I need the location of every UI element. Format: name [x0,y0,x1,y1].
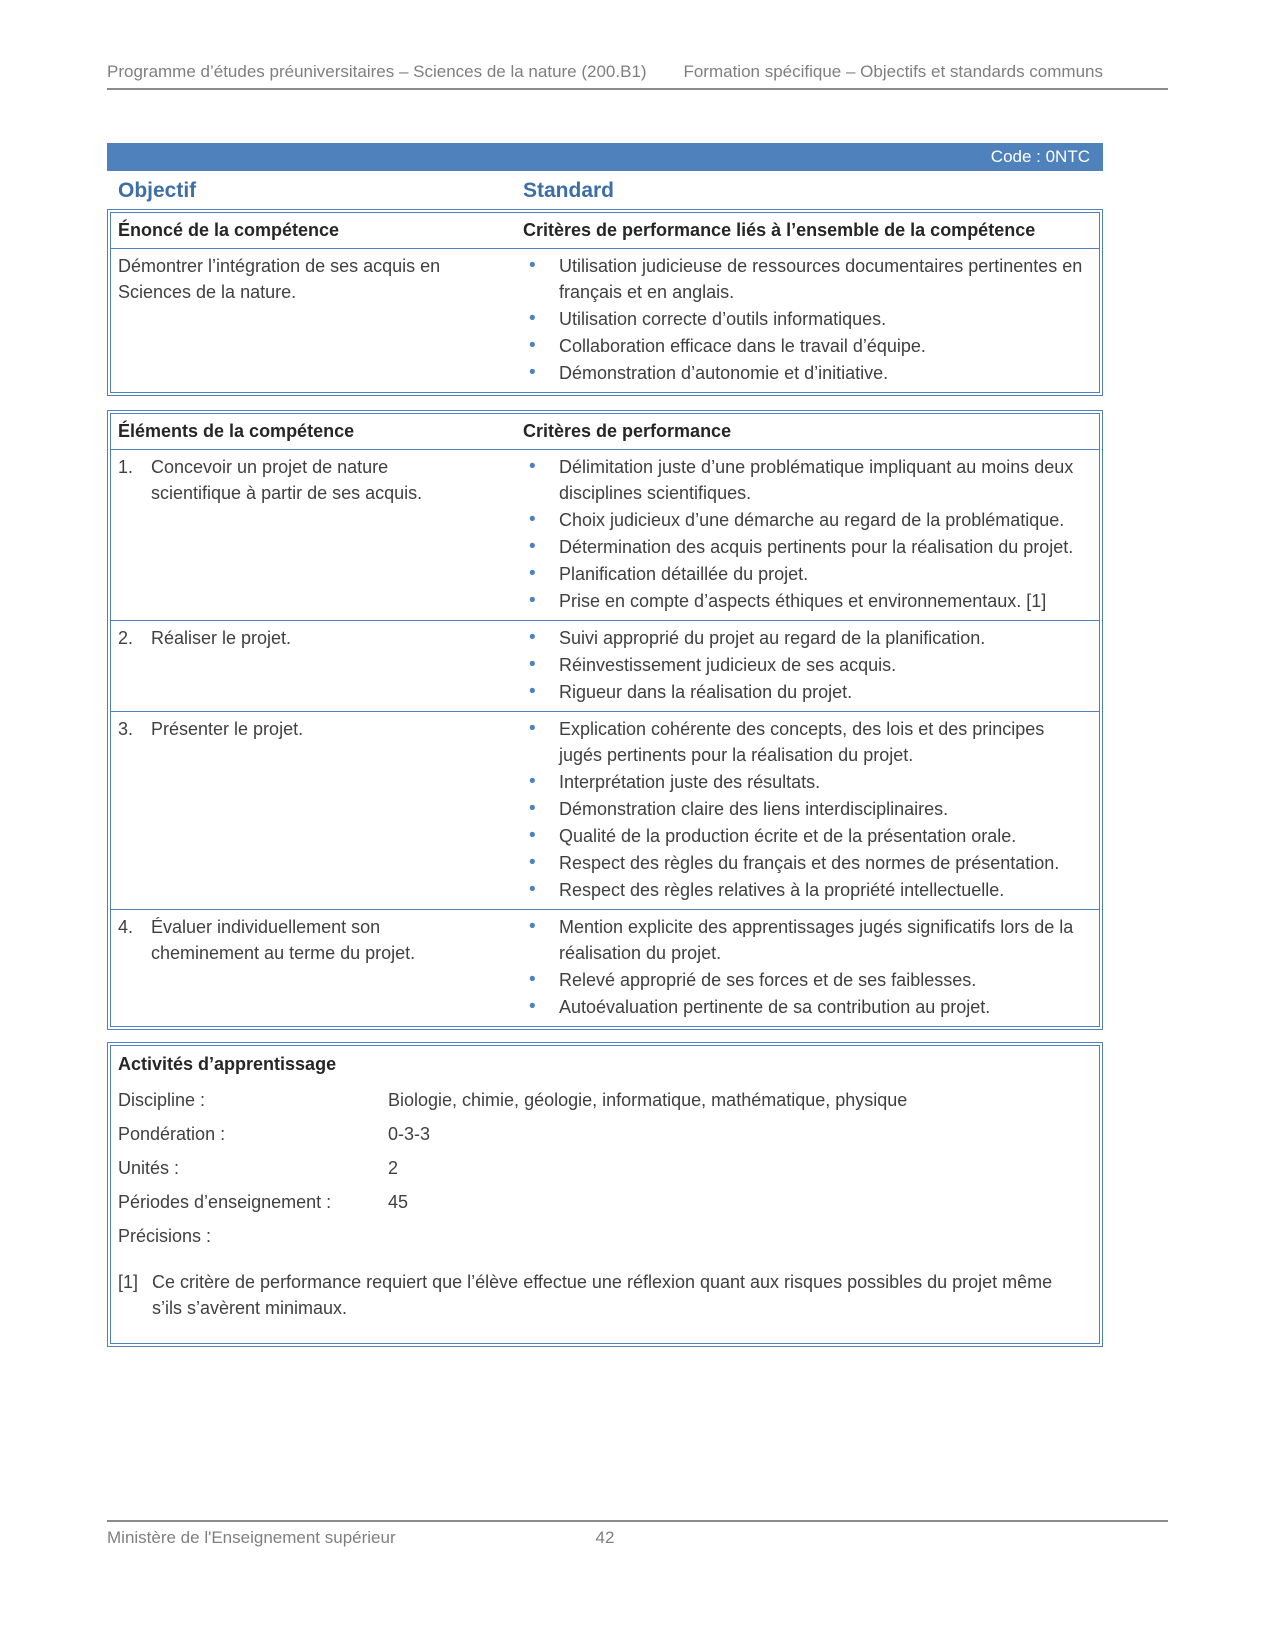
activities-field-discipline [111,1083,1099,1117]
criterion: • Mention explicite des apprentissages jugés significatifs lors de la réalisation du projet. [523,914,1083,966]
column-headings [107,176,1103,205]
objectif-heading: Objectif [118,179,197,202]
competence-row [111,249,1099,392]
competence-criteria-list [523,253,1083,386]
criterion: • Utilisation judicieuse de ressources documentaires pertinentes en français et en anglais. [523,253,1083,305]
element-number: 3. [118,719,134,739]
criterion: • Respect des règles du français et des normes de présentation. [523,850,1083,876]
element-criteria-list [523,625,1083,705]
element-row-4 [111,909,1099,1026]
element-row-2 [111,620,1099,711]
field-value: 45 [388,1192,409,1212]
criterion: • Rigueur dans la réalisation du projet. [523,679,1083,705]
field-value [388,1223,1089,1249]
elements-table [107,410,1103,1030]
footer-left-text: Ministère de l'Enseignement supérieur [107,1528,396,1547]
criterion: • Respect des règles relatives à la propriété intellectuelle. [523,877,1083,903]
code-label: Code : 0NTC [990,147,1090,166]
criterion: • Planification détaillée du projet. [523,561,1083,587]
activities-field-periodes [111,1185,1099,1219]
activities-box [107,1042,1103,1347]
field-label: Périodes d’enseignement : [118,1192,332,1212]
elements-left-header: Éléments de la compétence [118,421,355,441]
element-label: Réaliser le projet. [151,628,292,648]
element-label: Présenter le projet. [151,719,304,739]
criterion: • Relevé approprié de ses forces et de ses faiblesses. [523,967,1083,993]
element-label: Concevoir un projet de nature scientifique à partir de ses acquis. [151,457,423,503]
element-number: 1. [118,457,134,477]
criterion: • Autoévaluation pertinente de sa contribution au projet. [523,994,1083,1020]
criterion: • Délimitation juste d’une problématique impliquant au moins deux disciplines scientifiques. [523,454,1083,506]
header-right-text: Formation spécifique – Objectifs et standards communs [683,62,1103,81]
standard-heading: Standard [523,179,615,202]
element-criteria-list [523,454,1083,614]
footnote-ref: [1] [118,1272,139,1292]
page-content [107,143,1103,1347]
footnote [111,1253,1099,1343]
footnote-text: Ce critère de performance requiert que l’élève effectue une réflexion quant aux risques possibles du projet même s’ils s’avèrent minimaux. [152,1272,1053,1318]
field-label: Unités : [118,1158,180,1178]
competence-table [107,209,1103,396]
element-row-1 [111,450,1099,620]
element-number: 4. [118,917,134,937]
criterion: • Prise en compte d’aspects éthiques et environnementaux. [1] [523,588,1083,614]
activities-field-ponderation [111,1117,1099,1151]
criterion: • Suivi approprié du projet au regard de la planification. [523,625,1083,651]
field-value: 2 [388,1158,399,1178]
field-label: Discipline : [118,1090,206,1110]
field-label: Précisions : [118,1226,212,1246]
criterion: • Interprétation juste des résultats. [523,769,1083,795]
page-number: 42 [595,1528,615,1547]
elements-right-header: Critères de performance [523,421,732,441]
criterion: • Démonstration claire des liens interdisciplinaires. [523,796,1083,822]
criterion: • Explication cohérente des concepts, des lois et des principes jugés pertinents pour la réalisation du projet. [523,716,1083,768]
code-bar [107,143,1103,171]
page-footer [107,1520,1168,1548]
field-label: Pondération : [118,1124,226,1144]
element-criteria-list [523,914,1083,1020]
criterion: • Utilisation correcte d’outils informatiques. [523,306,1083,332]
element-label: Évaluer individuellement son cheminement au terme du projet. [151,917,416,963]
element-criteria-list [523,716,1083,903]
competence-statement: Démontrer l’intégration de ses acquis en Sciences de la nature. [118,256,441,302]
activities-title: Activités d’apprentissage [118,1054,337,1074]
criterion: • Réinvestissement judicieux de ses acquis. [523,652,1083,678]
activities-field-unites [111,1151,1099,1185]
element-row-3 [111,711,1099,909]
page-header [107,62,1168,90]
criterion: • Choix judicieux d’une démarche au regard de la problématique. [523,507,1083,533]
competence-left-header: Énoncé de la compétence [118,220,340,240]
criterion: • Détermination des acquis pertinents pour la réalisation du projet. [523,534,1083,560]
criterion: • Collaboration efficace dans le travail d’équipe. [523,333,1083,359]
header-left-text: Programme d’études préuniversitaires – Sciences de la nature (200.B1) [107,62,647,81]
elements-table-header [111,414,1099,450]
criterion: • Démonstration d’autonomie et d’initiative. [523,360,1083,386]
field-value: 0-3-3 [388,1124,431,1144]
field-value: Biologie, chimie, géologie, informatique, mathématique, physique [388,1090,908,1110]
element-number: 2. [118,628,134,648]
competence-table-header [111,213,1099,249]
competence-right-header: Critères de performance liés à l’ensemble de la compétence [523,220,1036,240]
criterion: • Qualité de la production écrite et de la présentation orale. [523,823,1083,849]
activities-field-precisions [111,1219,1099,1253]
